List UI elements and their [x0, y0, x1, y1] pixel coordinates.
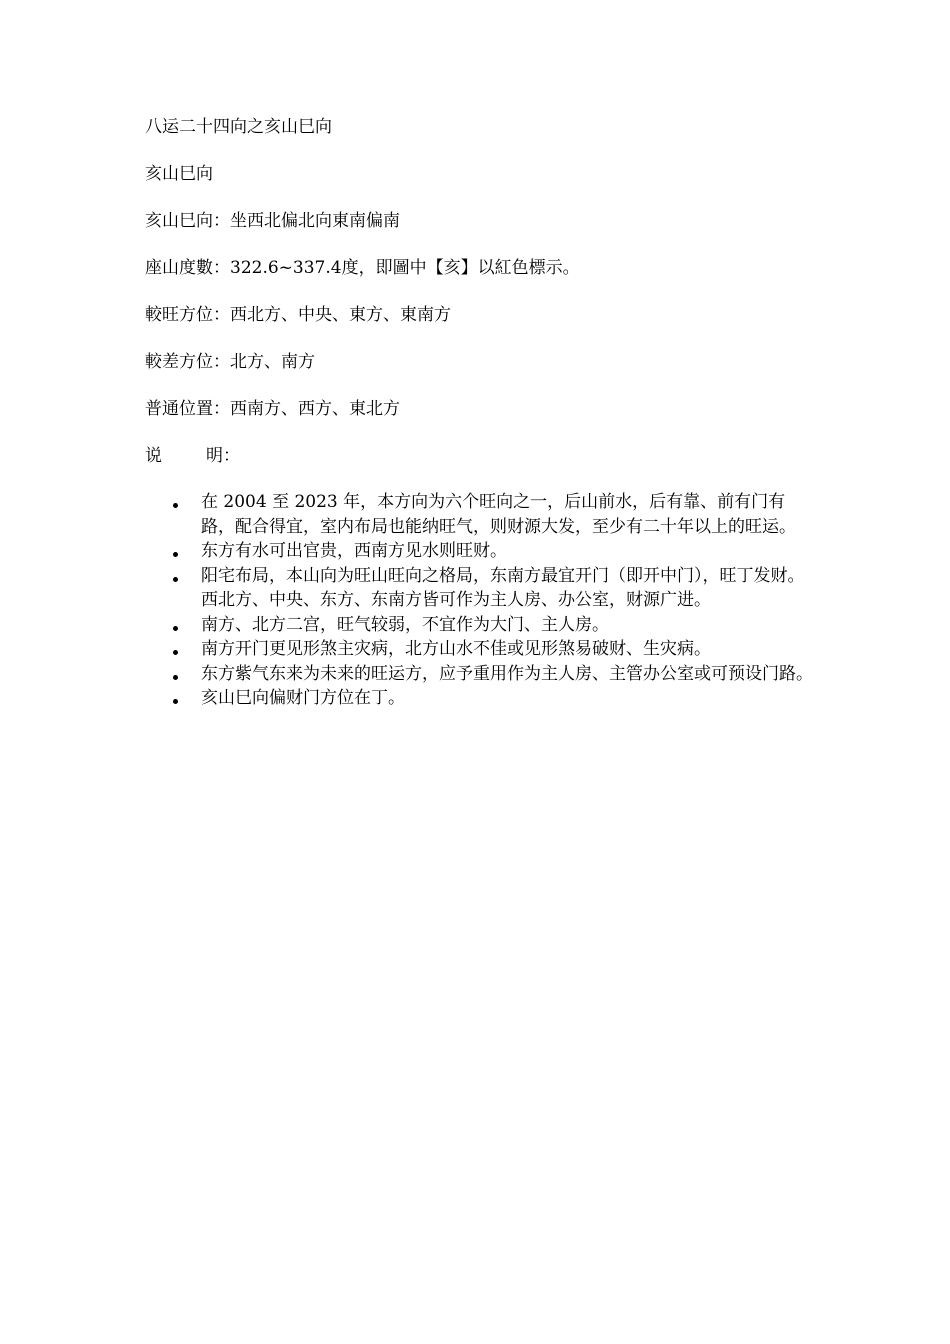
list-item-text: 南方、北方二宫，旺气较弱，不宜作为大门、主人房。 [201, 614, 609, 635]
list-item [168, 686, 813, 711]
list-item-text: 阳宅布局，本山向为旺山旺向之格局，东南方最宜开门（即开中门），旺丁发财。西北方、中央、东方、东南方皆可作为主人房、办公室，财源广进。 [201, 565, 805, 610]
orientation-line: 亥山巳向：坐西北偏北向東南偏南 [145, 211, 400, 231]
explanation-heading [145, 444, 240, 468]
bullet-icon [173, 626, 178, 631]
list-item-text: 东方紫气东来为未来的旺运方，应予重用作为主人房、主管办公室或可预设门路。 [201, 663, 813, 684]
list-item-text: 在 2004 至 2023 年，本方向为六个旺向之一，后山前水，后有靠、前有门有路，配合得宜，室内布局也能纳旺气，则财源大发，至少有二十年以上的旺运。 [201, 492, 796, 537]
explanation-heading-right: 明： [206, 446, 240, 466]
list-item-text: 东方有水可出官贵，西南方见水则旺财。 [201, 541, 507, 561]
list-item-text: 亥山巳向偏财门方位在丁。 [201, 688, 405, 708]
list-item [168, 637, 813, 662]
bullet-icon [173, 650, 178, 655]
bullet-icon [173, 699, 178, 704]
list-item [168, 613, 813, 638]
degrees-line: 座山度數：322.6~337.4度，即圖中【亥】以紅色標示。 [145, 258, 580, 278]
unfavorable-directions-line: 較差方位：北方、南方 [145, 352, 315, 372]
bullet-icon [173, 503, 178, 508]
explanation-heading-left: 说 [145, 446, 162, 466]
document-subtitle: 亥山巳向 [145, 164, 213, 184]
list-item [168, 539, 813, 564]
document-title: 八运二十四向之亥山巳向 [145, 117, 332, 137]
list-item-text: 南方开门更见形煞主灾病，北方山水不佳或见形煞易破财、生灾病。 [201, 639, 711, 659]
ordinary-directions-line: 普通位置：西南方、西方、東北方 [145, 399, 400, 419]
list-item [168, 564, 813, 613]
list-item [168, 662, 813, 687]
bullet-icon [173, 552, 178, 557]
explanation-list [168, 490, 813, 711]
bullet-icon [173, 675, 178, 680]
list-item [168, 490, 813, 539]
bullet-icon [173, 577, 178, 582]
favorable-directions-line: 較旺方位：西北方、中央、東方、東南方 [145, 305, 451, 325]
